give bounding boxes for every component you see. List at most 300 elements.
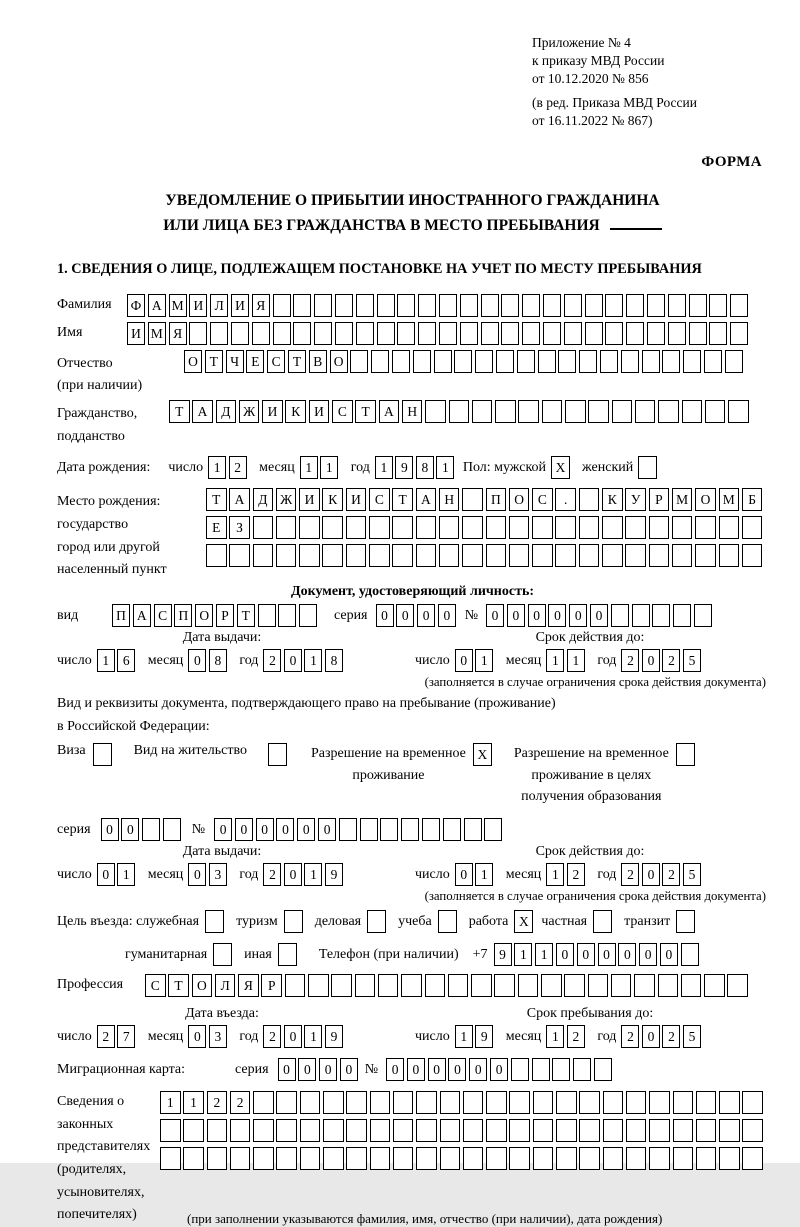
char-box[interactable]: Е [246,350,264,373]
char-box[interactable]: Т [237,604,255,627]
char-box[interactable] [422,818,440,841]
char-box[interactable] [611,604,629,627]
char-box[interactable] [594,1058,612,1081]
char-box[interactable] [360,818,378,841]
char-box[interactable] [206,544,227,567]
char-box[interactable] [439,544,460,567]
char-box[interactable]: С [369,488,390,511]
char-box[interactable]: Д [216,400,237,423]
char-box[interactable]: И [346,488,367,511]
char-box[interactable]: О [330,350,348,373]
char-box[interactable] [460,322,478,345]
char-box[interactable]: 0 [660,943,678,966]
char-box[interactable] [273,294,291,317]
char-box[interactable] [522,294,540,317]
char-box[interactable] [626,1119,647,1142]
purpose-other-checkbox[interactable] [278,943,297,966]
char-box[interactable] [541,974,562,997]
char-box[interactable] [278,604,296,627]
char-box[interactable] [299,516,320,539]
char-box[interactable]: 0 [598,943,616,966]
char-box[interactable] [308,974,329,997]
char-box[interactable] [612,400,633,423]
char-box[interactable] [522,322,540,345]
char-box[interactable] [486,544,507,567]
char-box[interactable] [673,1091,694,1114]
char-box[interactable] [652,604,670,627]
char-box[interactable] [397,322,415,345]
char-box[interactable] [377,294,395,317]
char-box[interactable] [393,1091,414,1114]
char-box[interactable]: И [309,400,330,423]
char-box[interactable] [276,544,297,567]
char-box[interactable] [314,322,332,345]
char-box[interactable]: 0 [340,1058,358,1081]
char-box[interactable] [626,1091,647,1114]
char-box[interactable] [322,516,343,539]
char-box[interactable]: 2 [567,1025,585,1048]
purpose-delovaya-checkbox[interactable] [367,910,386,933]
char-box[interactable] [443,818,461,841]
char-box[interactable]: 1 [455,1025,473,1048]
char-box[interactable] [647,322,665,345]
char-box[interactable]: 8 [209,649,227,672]
char-box[interactable] [662,350,680,373]
char-box[interactable]: 0 [318,818,336,841]
char-box[interactable] [564,322,582,345]
visa-checkbox[interactable] [93,743,112,766]
char-box[interactable] [694,604,712,627]
char-box[interactable] [626,322,644,345]
char-box[interactable]: 2 [662,863,680,886]
char-box[interactable] [393,1119,414,1142]
char-box[interactable]: Е [206,516,227,539]
char-box[interactable] [704,974,725,997]
char-box[interactable] [416,1091,437,1114]
char-box[interactable] [299,544,320,567]
char-box[interactable] [440,1147,461,1170]
char-box[interactable] [588,974,609,997]
char-box[interactable]: 0 [438,604,456,627]
char-box[interactable]: 1 [304,649,322,672]
char-box[interactable]: 1 [546,1025,564,1048]
char-box[interactable] [579,1147,600,1170]
char-box[interactable]: 5 [683,863,701,886]
char-box[interactable]: И [262,400,283,423]
char-box[interactable] [369,544,390,567]
char-box[interactable] [511,1058,529,1081]
char-box[interactable] [730,294,748,317]
char-box[interactable] [293,322,311,345]
char-box[interactable] [658,400,679,423]
char-box[interactable]: Ф [127,294,145,317]
char-box[interactable]: 2 [567,863,585,886]
char-box[interactable] [496,350,514,373]
purpose-transit-checkbox[interactable] [676,910,695,933]
char-box[interactable] [454,350,472,373]
char-box[interactable]: Т [169,400,190,423]
char-box[interactable] [253,1147,274,1170]
char-box[interactable] [494,974,515,997]
char-box[interactable]: 1 [117,863,135,886]
char-box[interactable]: 0 [642,1025,660,1048]
char-box[interactable] [742,1147,763,1170]
char-box[interactable]: И [231,294,249,317]
char-box[interactable]: 0 [639,943,657,966]
char-box[interactable] [579,350,597,373]
char-box[interactable] [464,818,482,841]
char-box[interactable] [439,516,460,539]
char-box[interactable] [440,1119,461,1142]
char-box[interactable] [564,974,585,997]
char-box[interactable]: 1 [475,863,493,886]
char-box[interactable] [742,544,763,567]
char-box[interactable]: 0 [276,818,294,841]
char-box[interactable]: 2 [621,863,639,886]
char-box[interactable]: 3 [209,1025,227,1048]
char-box[interactable]: 0 [486,604,504,627]
char-box[interactable] [183,1119,204,1142]
char-box[interactable] [647,294,665,317]
char-box[interactable]: 1 [475,649,493,672]
char-box[interactable] [681,974,702,997]
char-box[interactable]: 9 [494,943,512,966]
char-box[interactable]: 0 [284,863,302,886]
purpose-humanitarian-checkbox[interactable] [213,943,232,966]
char-box[interactable] [486,1119,507,1142]
char-box[interactable] [434,350,452,373]
char-box[interactable] [142,818,160,841]
char-box[interactable] [370,1147,391,1170]
char-box[interactable] [481,322,499,345]
char-box[interactable]: 8 [416,456,434,479]
char-box[interactable]: Н [402,400,423,423]
char-box[interactable]: 2 [621,1025,639,1048]
char-box[interactable] [642,350,660,373]
char-box[interactable]: 0 [507,604,525,627]
char-box[interactable]: 9 [475,1025,493,1048]
char-box[interactable] [742,1119,763,1142]
char-box[interactable]: 1 [567,649,585,672]
char-box[interactable] [673,604,691,627]
char-box[interactable]: И [127,322,145,345]
char-box[interactable] [471,974,492,997]
char-box[interactable] [518,400,539,423]
char-box[interactable] [253,544,274,567]
char-box[interactable] [339,818,357,841]
char-box[interactable] [346,1091,367,1114]
char-box[interactable] [649,1147,670,1170]
char-box[interactable]: 2 [662,1025,680,1048]
char-box[interactable] [299,604,317,627]
char-box[interactable] [605,322,623,345]
char-box[interactable] [689,322,707,345]
char-box[interactable] [683,350,701,373]
char-box[interactable]: 0 [214,818,232,841]
char-box[interactable] [253,516,274,539]
char-box[interactable]: М [719,488,740,511]
char-box[interactable] [377,322,395,345]
char-box[interactable] [331,974,352,997]
char-box[interactable]: И [189,294,207,317]
char-box[interactable] [210,322,228,345]
char-box[interactable] [356,322,374,345]
char-box[interactable] [579,516,600,539]
char-box[interactable] [258,604,276,627]
char-box[interactable] [425,400,446,423]
char-box[interactable] [378,974,399,997]
char-box[interactable]: 0 [490,1058,508,1081]
char-box[interactable]: К [322,488,343,511]
char-box[interactable] [346,544,367,567]
char-box[interactable]: 2 [621,649,639,672]
char-box[interactable]: Т [205,350,223,373]
char-box[interactable] [730,322,748,345]
char-box[interactable] [579,1119,600,1142]
char-box[interactable] [229,544,250,567]
char-box[interactable] [416,516,437,539]
edu-permit-checkbox[interactable] [676,743,695,766]
char-box[interactable] [585,322,603,345]
char-box[interactable] [658,974,679,997]
char-box[interactable] [602,544,623,567]
char-box[interactable] [370,1119,391,1142]
char-box[interactable] [649,516,670,539]
char-box[interactable]: А [148,294,166,317]
char-box[interactable] [231,322,249,345]
char-box[interactable]: . [555,488,576,511]
char-box[interactable]: 1 [183,1091,204,1114]
char-box[interactable] [314,294,332,317]
char-box[interactable] [346,1147,367,1170]
char-box[interactable]: А [192,400,213,423]
char-box[interactable]: С [332,400,353,423]
char-box[interactable]: 1 [320,456,338,479]
char-box[interactable] [356,294,374,317]
char-box[interactable]: Л [215,974,236,997]
char-box[interactable] [207,1119,228,1142]
char-box[interactable] [649,1119,670,1142]
char-box[interactable] [555,544,576,567]
char-box[interactable]: 1 [160,1091,181,1114]
char-box[interactable]: Ж [239,400,260,423]
char-box[interactable] [719,544,740,567]
char-box[interactable] [439,294,457,317]
char-box[interactable] [293,294,311,317]
char-box[interactable] [322,544,343,567]
char-box[interactable]: Я [252,294,270,317]
char-box[interactable] [635,400,656,423]
char-box[interactable] [719,516,740,539]
char-box[interactable]: Н [439,488,460,511]
char-box[interactable]: А [416,488,437,511]
char-box[interactable]: 1 [304,863,322,886]
char-box[interactable] [440,1091,461,1114]
char-box[interactable]: Р [216,604,234,627]
char-box[interactable] [673,1147,694,1170]
char-box[interactable]: 1 [535,943,553,966]
char-box[interactable] [350,350,368,373]
char-box[interactable] [705,400,726,423]
char-box[interactable] [501,294,519,317]
char-box[interactable] [509,544,530,567]
char-box[interactable]: 0 [455,649,473,672]
char-box[interactable] [300,1119,321,1142]
char-box[interactable] [542,400,563,423]
char-box[interactable] [401,974,422,997]
char-box[interactable]: 0 [121,818,139,841]
char-box[interactable]: 0 [455,863,473,886]
char-box[interactable] [392,516,413,539]
char-box[interactable] [600,350,618,373]
char-box[interactable] [463,1091,484,1114]
char-box[interactable]: 2 [662,649,680,672]
char-box[interactable]: 0 [376,604,394,627]
char-box[interactable] [416,1147,437,1170]
char-box[interactable]: О [184,350,202,373]
char-box[interactable]: Д [253,488,274,511]
char-box[interactable]: Ч [226,350,244,373]
char-box[interactable]: М [148,322,166,345]
char-box[interactable]: П [174,604,192,627]
char-box[interactable] [725,350,743,373]
char-box[interactable] [543,294,561,317]
char-box[interactable] [704,350,722,373]
char-box[interactable] [727,974,748,997]
sex-female-checkbox[interactable] [638,456,657,479]
char-box[interactable] [579,488,600,511]
char-box[interactable] [323,1147,344,1170]
char-box[interactable] [418,294,436,317]
char-box[interactable]: 1 [375,456,393,479]
char-box[interactable]: П [112,604,130,627]
char-box[interactable] [742,1091,763,1114]
char-box[interactable] [625,516,646,539]
char-box[interactable] [556,1119,577,1142]
char-box[interactable]: 0 [469,1058,487,1081]
char-box[interactable] [163,818,181,841]
char-box[interactable] [393,1147,414,1170]
char-box[interactable]: 0 [642,863,660,886]
char-box[interactable]: 0 [188,863,206,886]
char-box[interactable] [709,294,727,317]
char-box[interactable] [672,516,693,539]
char-box[interactable]: 5 [683,649,701,672]
char-box[interactable]: Т [206,488,227,511]
char-box[interactable]: 0 [642,649,660,672]
char-box[interactable] [230,1147,251,1170]
char-box[interactable] [495,400,516,423]
char-box[interactable] [475,350,493,373]
char-box[interactable]: В [309,350,327,373]
char-box[interactable] [696,1147,717,1170]
char-box[interactable]: Т [392,488,413,511]
char-box[interactable]: 0 [235,818,253,841]
char-box[interactable]: О [195,604,213,627]
char-box[interactable]: Я [238,974,259,997]
char-box[interactable] [533,1091,554,1114]
char-box[interactable] [719,1091,740,1114]
char-box[interactable] [634,974,655,997]
char-box[interactable] [253,1091,274,1114]
char-box[interactable] [565,400,586,423]
char-box[interactable] [252,322,270,345]
char-box[interactable]: Л [210,294,228,317]
char-box[interactable] [532,544,553,567]
char-box[interactable] [323,1091,344,1114]
char-box[interactable] [392,350,410,373]
char-box[interactable]: 2 [207,1091,228,1114]
char-box[interactable] [369,516,390,539]
char-box[interactable]: А [379,400,400,423]
char-box[interactable] [603,1119,624,1142]
char-box[interactable] [709,322,727,345]
char-box[interactable]: Т [288,350,306,373]
char-box[interactable]: С [267,350,285,373]
char-box[interactable] [416,544,437,567]
char-box[interactable]: 0 [256,818,274,841]
char-box[interactable] [668,322,686,345]
char-box[interactable] [603,1091,624,1114]
char-box[interactable] [448,974,469,997]
char-box[interactable]: А [133,604,151,627]
char-box[interactable] [632,604,650,627]
char-box[interactable]: Я [169,322,187,345]
char-box[interactable] [533,1147,554,1170]
char-box[interactable] [681,943,699,966]
char-box[interactable] [742,516,763,539]
char-box[interactable] [564,294,582,317]
char-box[interactable] [425,974,446,997]
char-box[interactable]: 2 [229,456,247,479]
char-box[interactable] [509,1147,530,1170]
char-box[interactable] [626,1147,647,1170]
char-box[interactable]: 9 [395,456,413,479]
char-box[interactable] [501,322,519,345]
char-box[interactable]: 0 [298,1058,316,1081]
char-box[interactable] [276,1119,297,1142]
char-box[interactable]: 7 [117,1025,135,1048]
char-box[interactable]: С [145,974,166,997]
purpose-work-checkbox[interactable]: X [514,910,533,933]
char-box[interactable]: 0 [396,604,414,627]
char-box[interactable] [462,544,483,567]
char-box[interactable]: 0 [101,818,119,841]
char-box[interactable] [719,1119,740,1142]
char-box[interactable] [532,1058,550,1081]
char-box[interactable] [460,294,478,317]
char-box[interactable] [160,1147,181,1170]
char-box[interactable] [532,516,553,539]
char-box[interactable]: 0 [590,604,608,627]
char-box[interactable]: 0 [188,649,206,672]
char-box[interactable]: Ж [276,488,297,511]
char-box[interactable] [189,322,207,345]
char-box[interactable] [472,400,493,423]
char-box[interactable] [696,1119,717,1142]
char-box[interactable] [517,350,535,373]
char-box[interactable]: О [192,974,213,997]
char-box[interactable] [695,516,716,539]
char-box[interactable]: И [299,488,320,511]
char-box[interactable] [602,516,623,539]
char-box[interactable]: С [154,604,172,627]
char-box[interactable]: 1 [304,1025,322,1048]
char-box[interactable]: 2 [230,1091,251,1114]
char-box[interactable] [397,294,415,317]
residence-permit-checkbox[interactable] [268,743,287,766]
char-box[interactable]: 1 [546,863,564,886]
